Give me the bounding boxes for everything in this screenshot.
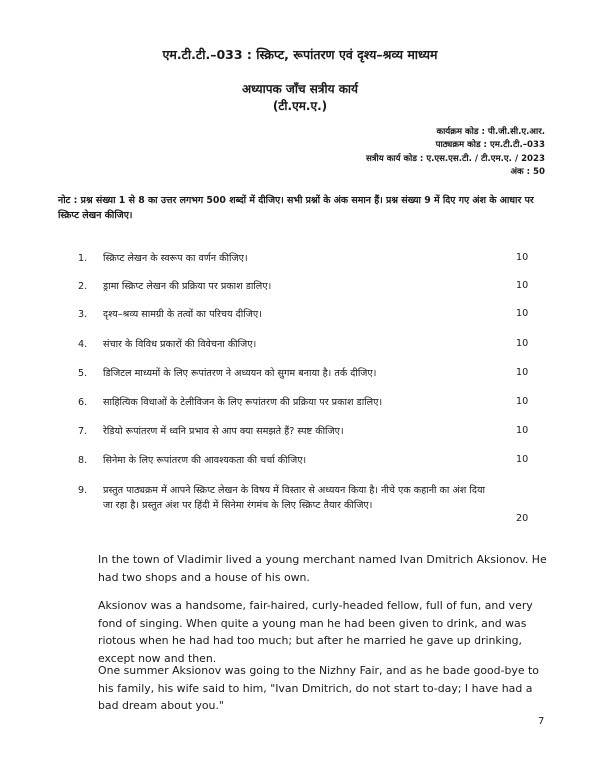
question-marks: 10 [516, 338, 529, 349]
page-number: 7 [538, 716, 545, 727]
question-marks: 10 [516, 367, 529, 378]
passage-paragraph [98, 662, 553, 715]
question-text: स्क्रिप्ट लेखन के स्वरूप का वर्णन कीजिए। [103, 253, 248, 264]
assignment-code: सत्रीय कार्य कोड : ए.एस.एस.टी. / टी.एम.ए. / 2023 [365, 153, 545, 164]
question-number: 4. [78, 339, 88, 350]
question-text: रेडियो रूपांतरण में ध्वनि प्रभाव से आप क्या समझते हैं? स्पष्ट कीजिए। [103, 426, 344, 437]
question-number: 9. [78, 485, 88, 496]
question-number: 8. [78, 455, 88, 466]
question-marks: 10 [516, 308, 529, 319]
assignment-title: अध्यापक जाँच सत्रीय कार्य [241, 82, 359, 96]
passage-text: In the town of Vladimir lived a young merchant named Ivan Dmitrich Aksionov. He had two shops and a house of his own. [98, 553, 547, 584]
question-text: साहित्यिक विधाओं के टेलीविजन के लिए रूपांतरण की प्रक्रिया पर प्रकाश डालिए। [103, 397, 383, 408]
course-code: पाठ्यक्रम कोड : एम.टी.टी.–033 [435, 140, 545, 151]
passage-text: One summer Aksionov was going to the Nizhny Fair, and as he bade good-bye to his family, his wife said to him, "Ivan Dmitrich, do not start to-day; I have had a bad dream about you." [98, 664, 539, 713]
question-number: 1. [78, 253, 88, 264]
course-title: एम.टी.टी.–033 : स्क्रिप्ट, रूपांतरण एवं दृश्य–श्रव्य माध्यम [162, 47, 438, 62]
question-text: ड्रामा स्क्रिप्ट लेखन की प्रक्रिया पर प्रकाश डालिए। [103, 281, 272, 292]
question-text: सिनेमा के लिए रूपांतरण की आवश्यकता की चर्चा कीजिए। [103, 455, 307, 466]
question-text: प्रस्तुत पाठ्यक्रम में आपने स्क्रिप्ट लेखन के विषय में विस्तार से अध्ययन किया है। नीचे एक कहानी का अंश दिया जा रहा है। प्रस्तुत अंश पर हिंदी में सिनेमा रंगमंच के लिए स्क्रिप्ट तैयार कीजिए। [103, 485, 485, 511]
passage-text: Aksionov was a handsome, fair-haired, curly-headed fellow, full of fun, and very fond of singing. When quite a young man he had been given to drink, and was riotous when he had had too much; but after he married he gave up drinking, except now and then. [98, 599, 533, 665]
question-number: 3. [78, 309, 88, 320]
question-number: 6. [78, 397, 88, 408]
question-marks: 10 [516, 280, 529, 291]
question-number: 7. [78, 426, 88, 437]
question-text: संचार के विविध प्रकारों की विवेचना कीजिए। [103, 339, 257, 350]
passage-paragraph [98, 597, 553, 667]
instructions-note: नोट : प्रश्न संख्या 1 से 8 का उत्तर लगभग 500 शब्दों में दीजिए। सभी प्रश्नों के अंक समान हैं। प्रश्न संख्या 9 में दिए गए अंश के आधार पर स्क्रिप्ट लेखन कीजिए। [58, 195, 534, 221]
question-number: 5. [78, 368, 88, 379]
assignment-abbreviation: (टी.एम.ए.) [272, 99, 328, 113]
passage-paragraph [98, 551, 553, 586]
question-text: डिजिटल माध्यमों के लिए रूपांतरण ने अध्ययन को सुगम बनाया है। तर्क दीजिए। [103, 368, 377, 379]
programme-code: कार्यक्रम कोड : पी.जी.सी.ए.आर. [436, 127, 545, 137]
total-marks: अंक : 50 [510, 167, 545, 178]
code-block [245, 126, 545, 180]
question-number: 2. [78, 281, 88, 292]
question-marks: 10 [516, 252, 529, 263]
question-marks: 20 [516, 513, 529, 524]
question-marks: 10 [516, 454, 529, 465]
question-marks: 10 [516, 396, 529, 407]
question-text: दृश्य–श्रव्य सामग्री के तत्वों का परिचय दीजिए। [103, 309, 262, 320]
question-marks: 10 [516, 425, 529, 436]
